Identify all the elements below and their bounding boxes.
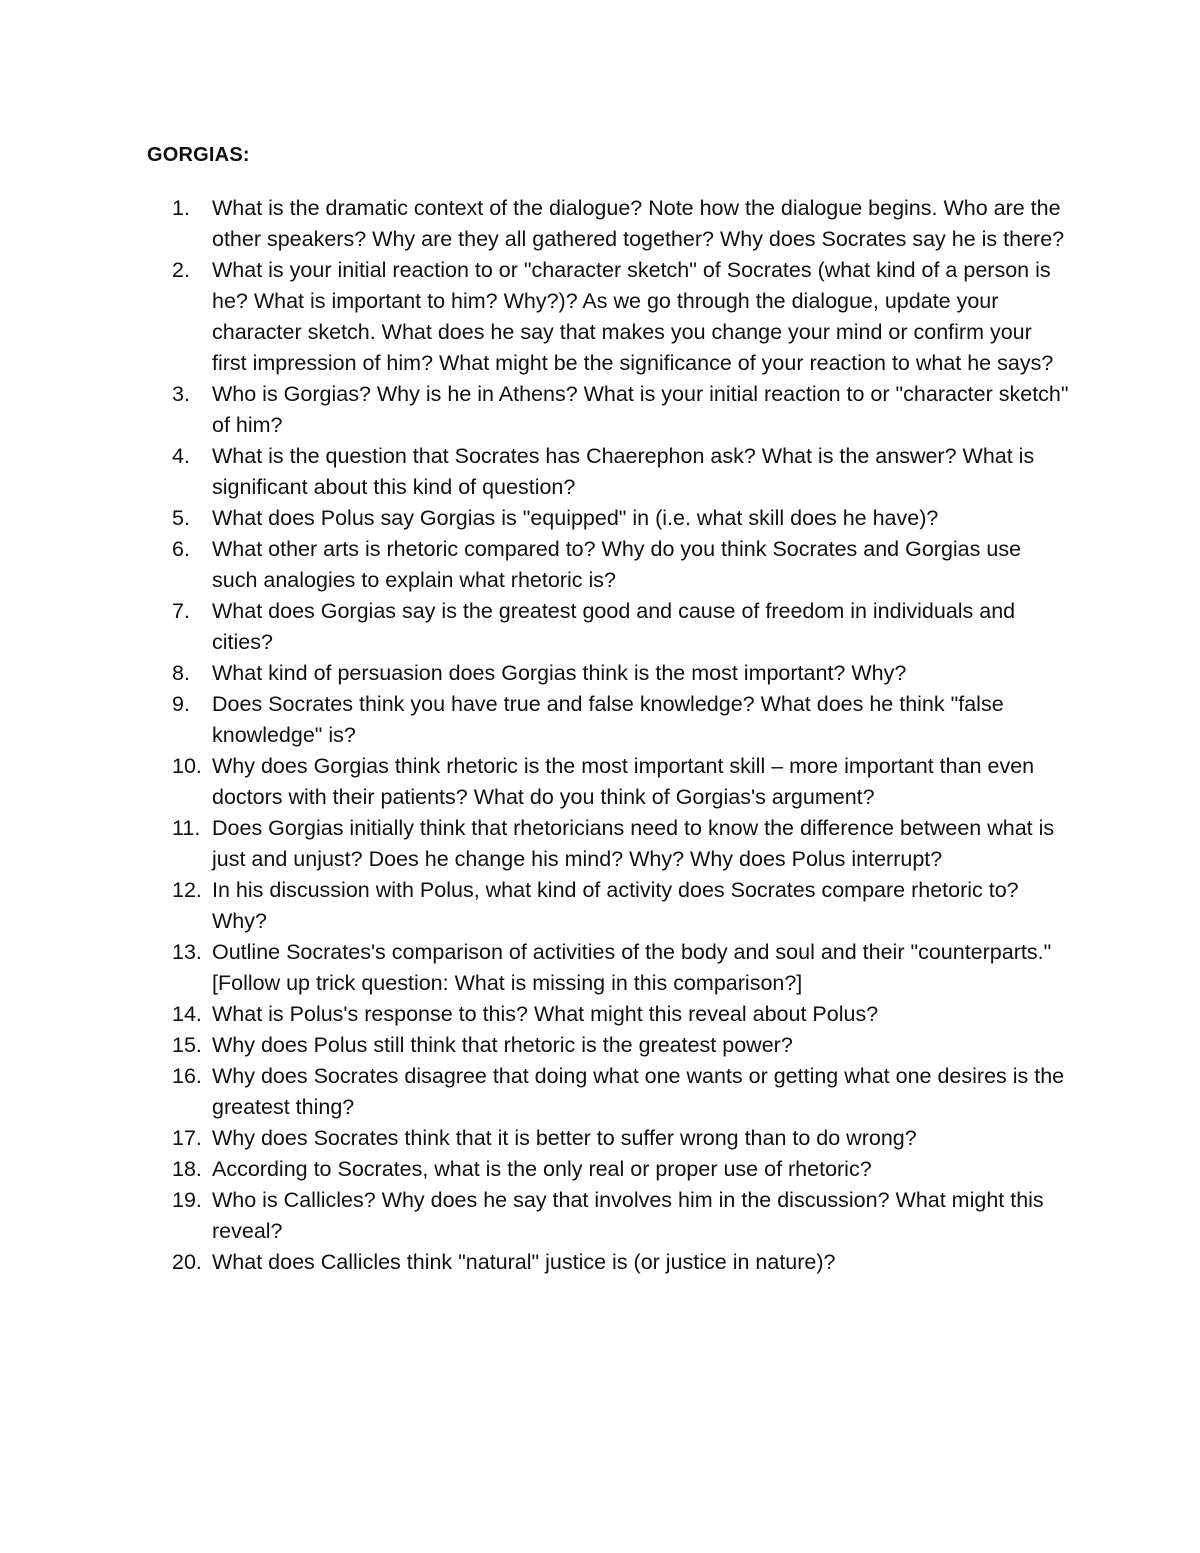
- question-item: [172, 534, 1072, 596]
- question-text: In his discussion with Polus, what kind of activity does Socrates compare rhetoric to? Why?: [212, 878, 1019, 933]
- question-item: [172, 193, 1072, 255]
- question-item: [172, 999, 1072, 1030]
- document-heading: GORGIAS:: [147, 144, 250, 166]
- question-text: According to Socrates, what is the only real or proper use of rhetoric?: [212, 1157, 872, 1181]
- question-text: Who is Callicles? Why does he say that involves him in the discussion? What might this reveal?: [212, 1188, 1044, 1243]
- question-number: 18.: [172, 1157, 202, 1181]
- question-number: 10.: [172, 754, 202, 778]
- question-text: Who is Gorgias? Why is he in Athens? What is your initial reaction to or "character sketch" of him?: [212, 382, 1069, 437]
- question-text: What kind of persuasion does Gorgias think is the most important? Why?: [212, 661, 907, 685]
- question-item: [172, 875, 1072, 937]
- question-number: 19.: [172, 1188, 202, 1212]
- question-item: [172, 503, 1072, 534]
- question-number: 6.: [172, 537, 190, 561]
- question-number: 14.: [172, 1002, 202, 1026]
- question-number: 1.: [172, 196, 190, 220]
- question-text: Does Socrates think you have true and false knowledge? What does he think "false knowledge" is?: [212, 692, 1004, 747]
- question-item: [172, 441, 1072, 503]
- question-text: Why does Socrates think that it is better to suffer wrong than to do wrong?: [212, 1126, 917, 1150]
- question-number: 17.: [172, 1126, 202, 1150]
- question-text: What is the dramatic context of the dialogue? Note how the dialogue begins. Who are the other speakers? Why are they all gathered together? Why does Socrates say he is there?: [212, 196, 1065, 251]
- question-text: Why does Polus still think that rhetoric is the greatest power?: [212, 1033, 793, 1057]
- question-number: 9.: [172, 692, 190, 716]
- question-number: 5.: [172, 506, 190, 530]
- question-text: What does Callicles think "natural" justice is (or justice in nature)?: [212, 1250, 836, 1274]
- question-text: What is your initial reaction to or "character sketch" of Socrates (what kind of a person is he? What is important to him? Why?)? As we go through the dialogue, update your character sketch. What does he say that makes you change your mind or confirm your first impression of him? What might be the significance of your reaction to what he says?: [212, 258, 1054, 375]
- question-number: 2.: [172, 258, 190, 282]
- question-number: 12.: [172, 878, 202, 902]
- question-item: [172, 1030, 1072, 1061]
- question-item: [172, 379, 1072, 441]
- question-text: What does Gorgias say is the greatest good and cause of freedom in individuals and cities?: [212, 599, 1016, 654]
- question-item: [172, 1154, 1072, 1185]
- question-text: What does Polus say Gorgias is "equipped" in (i.e. what skill does he have)?: [212, 506, 939, 530]
- question-item: [172, 596, 1072, 658]
- question-item: [172, 751, 1072, 813]
- question-number: 8.: [172, 661, 190, 685]
- question-item: [172, 1061, 1072, 1123]
- question-number: 3.: [172, 382, 190, 406]
- question-text: Why does Socrates disagree that doing what one wants or getting what one desires is the greatest thing?: [212, 1064, 1065, 1119]
- question-text: What other arts is rhetoric compared to? Why do you think Socrates and Gorgias use such analogies to explain what rhetoric is?: [212, 537, 1022, 592]
- question-item: [172, 658, 1072, 689]
- question-number: 15.: [172, 1033, 202, 1057]
- question-item: [172, 1185, 1072, 1247]
- question-item: [172, 937, 1072, 999]
- question-number: 16.: [172, 1064, 202, 1088]
- question-item: [172, 255, 1072, 379]
- question-text: What is the question that Socrates has Chaerephon ask? What is the answer? What is significant about this kind of question?: [212, 444, 1035, 499]
- question-number: 20.: [172, 1250, 202, 1274]
- question-number: 4.: [172, 444, 190, 468]
- question-number: 13.: [172, 940, 202, 964]
- question-text: Outline Socrates's comparison of activities of the body and soul and their "counterparts." [Follow up trick question: What is missing in this comparison?]: [212, 940, 1052, 995]
- question-text: What is Polus's response to this? What might this reveal about Polus?: [212, 1002, 879, 1026]
- question-item: [172, 1247, 1072, 1278]
- question-number: 11.: [172, 816, 201, 840]
- question-list: [172, 193, 1072, 1278]
- question-text: Does Gorgias initially think that rhetoricians need to know the difference between what is just and unjust? Does he change his mind? Why? Why does Polus interrupt?: [212, 816, 1055, 871]
- question-text: Why does Gorgias think rhetoric is the most important skill – more important than even doctors with their patients? What do you think of Gorgias's argument?: [212, 754, 1035, 809]
- question-number: 7.: [172, 599, 190, 623]
- question-item: [172, 1123, 1072, 1154]
- question-item: [172, 813, 1072, 875]
- question-item: [172, 689, 1072, 751]
